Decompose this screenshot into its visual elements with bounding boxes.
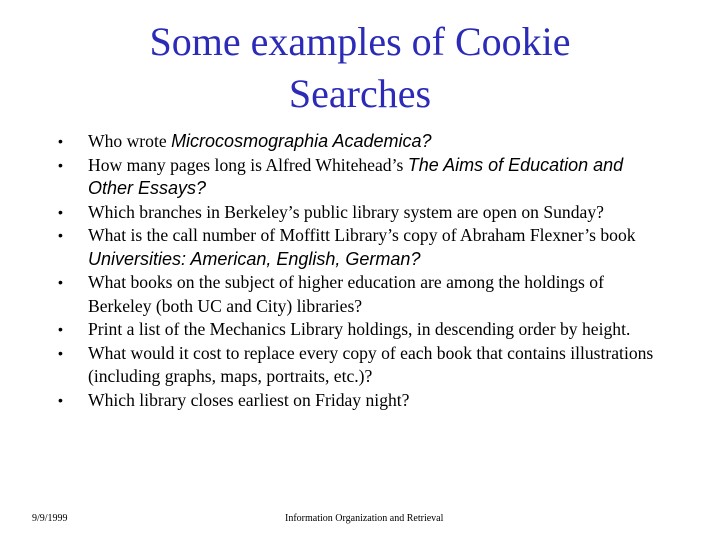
slide-title-line-2: Searches	[288, 71, 432, 116]
bullet-item	[58, 154, 662, 201]
bullet-item	[58, 130, 662, 154]
bullet-marker: •	[58, 321, 63, 337]
bullet-text: Who wrote	[88, 131, 172, 151]
bullet-marker: •	[58, 227, 63, 243]
bullet-text: What books on the subject of higher education are among the holdings of Berkeley (both UC and City) libraries?	[88, 272, 604, 316]
bullet-item	[58, 271, 662, 318]
bullet-text: Which library closes earliest on Friday night?	[88, 389, 410, 410]
bullet-marker: •	[58, 344, 63, 361]
footer-date: 9/9/1999	[32, 513, 68, 524]
bullet-text: What would it cost to replace every copy of each book that contains illustrations (including graphs, maps, portraits, etc.)?	[88, 342, 654, 386]
bullet-marker: •	[58, 156, 63, 173]
bullet-book-title: Universities: American, English, German?	[88, 248, 421, 269]
slide-title	[60, 16, 660, 120]
bullet-marker: •	[58, 391, 63, 408]
bullet-item	[58, 318, 662, 342]
bullet-item	[58, 201, 662, 225]
footer-course-name: Information Organization and Retrieval	[285, 513, 444, 524]
bullet-item	[58, 224, 662, 271]
bullet-text: How many pages long is Alfred Whitehead’s	[88, 154, 408, 175]
bullet-list	[58, 130, 662, 412]
bullet-item	[58, 342, 662, 389]
bullet-marker: •	[58, 133, 63, 149]
bullet-item	[58, 389, 662, 413]
bullet-text: Print a list of the Mechanics Library holdings, in descending order by height.	[88, 319, 631, 339]
bullet-text: What is the call number of Moffitt Library’s copy of Abraham Flexner’s book	[88, 225, 636, 245]
bullet-marker: •	[58, 274, 63, 290]
bullet-text: Which branches in Berkeley’s public library system are open on Sunday?	[88, 201, 604, 222]
slide-title-line-1: Some examples of Cookie	[149, 19, 571, 64]
bullet-book-title: The Aims of Education and Other Essays?	[88, 154, 624, 198]
bullet-book-title: Microcosmographia Academica?	[171, 131, 432, 151]
bullet-marker: •	[58, 203, 63, 220]
